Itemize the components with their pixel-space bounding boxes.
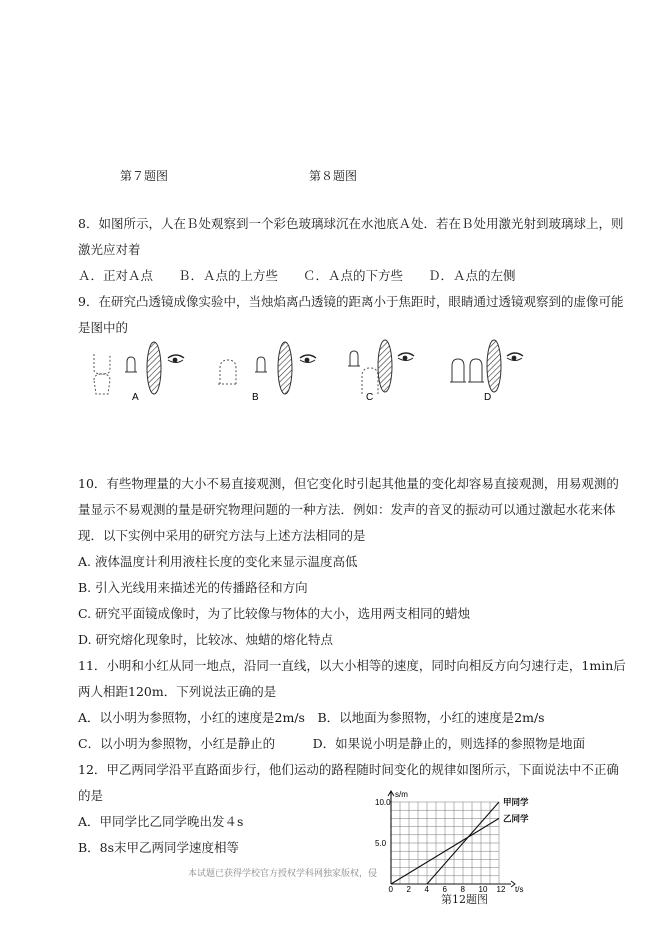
- x-axis-label: t/s: [515, 885, 524, 892]
- q8-stem-line1: 8．如图所示，人在Ｂ处观察到一个彩色玻璃球沉在水池底Ａ处．若在Ｂ处用激光射到玻璃球上，则: [78, 216, 624, 231]
- q10-option-a: A. 液体温度计利用液柱长度的变化来显示温度高低: [78, 554, 358, 569]
- fig7-caption: 第７题图: [120, 169, 169, 183]
- q8-stem-line2: 激光应对着: [78, 242, 141, 257]
- q11-options-ab: A．以小明为参照物，小红的速度是2m/s B．以地面为参照物，小红的速度是2m/s: [78, 710, 545, 725]
- q12-stem-line1: 12．甲乙两同学沿平直路面步行，他们运动的路程随时间变化的规律如图所示，下面说法中不正确: [78, 762, 619, 777]
- q9-diagram-d: [450, 340, 523, 403]
- q9-figure: [80, 338, 540, 410]
- x-tick-label: 12: [496, 885, 506, 892]
- x-tick-label: 2: [406, 885, 411, 892]
- q10-option-b: B. 引入光线用来描述光的传播路径和方向: [78, 580, 308, 595]
- q9-label-d: D: [484, 392, 492, 403]
- q10-option-c: C. 研究平面镜成像时，为了比较像与物体的大小，选用两支相同的蜡烛: [78, 606, 471, 621]
- q12-chart: [375, 788, 535, 892]
- y-tick-label: 5.0: [375, 839, 387, 848]
- chart-ticks: [375, 798, 506, 892]
- q12-option-b: B．8s末甲乙两同学速度相等: [78, 840, 240, 855]
- q10-stem-line3: 现．以下实例中采用的研究方法与上述方法相同的是: [78, 528, 366, 543]
- q11-stem-line1: 11．小明和小红从同一地点，沿同一直线，以大小相等的速度，同时向相反方向匀速行走，1min后: [78, 658, 626, 673]
- q9-diagram-b: [218, 342, 316, 403]
- q9-label-a: A: [132, 392, 139, 403]
- q11-stem-line2: 两人相距120m．下列说法正确的是: [78, 684, 277, 699]
- x-tick-label: 0: [388, 885, 393, 892]
- fig8-caption: 第８题图: [309, 169, 358, 183]
- q9-label-c: C: [366, 392, 374, 403]
- q12-stem-line2: 的是: [78, 788, 104, 803]
- q10-option-d: D. 研究熔化现象时，比较冰、烛蜡的熔化特点: [78, 632, 334, 647]
- x-tick-label: 6: [442, 885, 447, 892]
- watermark: 本试题已获得学校官方授权学科网独家版权，侵: [188, 869, 378, 879]
- q9-stem-line2: 是图中的: [78, 320, 129, 335]
- q9-diagram-a: [94, 342, 184, 403]
- series-label: 甲同学: [503, 797, 529, 807]
- x-tick-label: 10: [478, 885, 488, 892]
- q8-options: Ａ．正对Ａ点 Ｂ．Ａ点的上方些 Ｃ．Ａ点的下方些 Ｄ．Ａ点的左侧: [78, 268, 516, 283]
- q10-stem-line1: 10．有些物理量的大小不易直接观测，但它变化时引起其他量的变化却容易直接观测，用易观测的: [78, 476, 619, 491]
- x-tick-label: 4: [424, 885, 429, 892]
- q10-stem-line2: 量显示不易观测的量是研究物理问题的一种方法．例如：发声的音叉的振动可以通过激起水花来体: [78, 502, 616, 517]
- series-label: 乙同学: [503, 813, 529, 824]
- y-tick-label: 10.0: [375, 798, 391, 807]
- q9-label-b: B: [252, 392, 259, 403]
- q11-options-cd: C．以小明为参照物，小红是静止的 D．如果说小明是静止的，则选择的参照物是地面: [78, 736, 586, 751]
- fig12-caption: 第12题图: [441, 893, 488, 906]
- q9-stem-line1: 9．在研究凸透镜成像实验中，当烛焰离凸透镜的距离小于焦距时，眼睛通过透镜观察到的虚像可能: [78, 294, 624, 309]
- y-axis-label: s/m: [395, 790, 408, 799]
- q12-option-a: A．甲同学比乙同学晚出发４s: [78, 814, 244, 829]
- q9-diagram-c: [348, 340, 414, 403]
- x-tick-label: 8: [460, 885, 465, 892]
- chart-grid: [391, 802, 499, 884]
